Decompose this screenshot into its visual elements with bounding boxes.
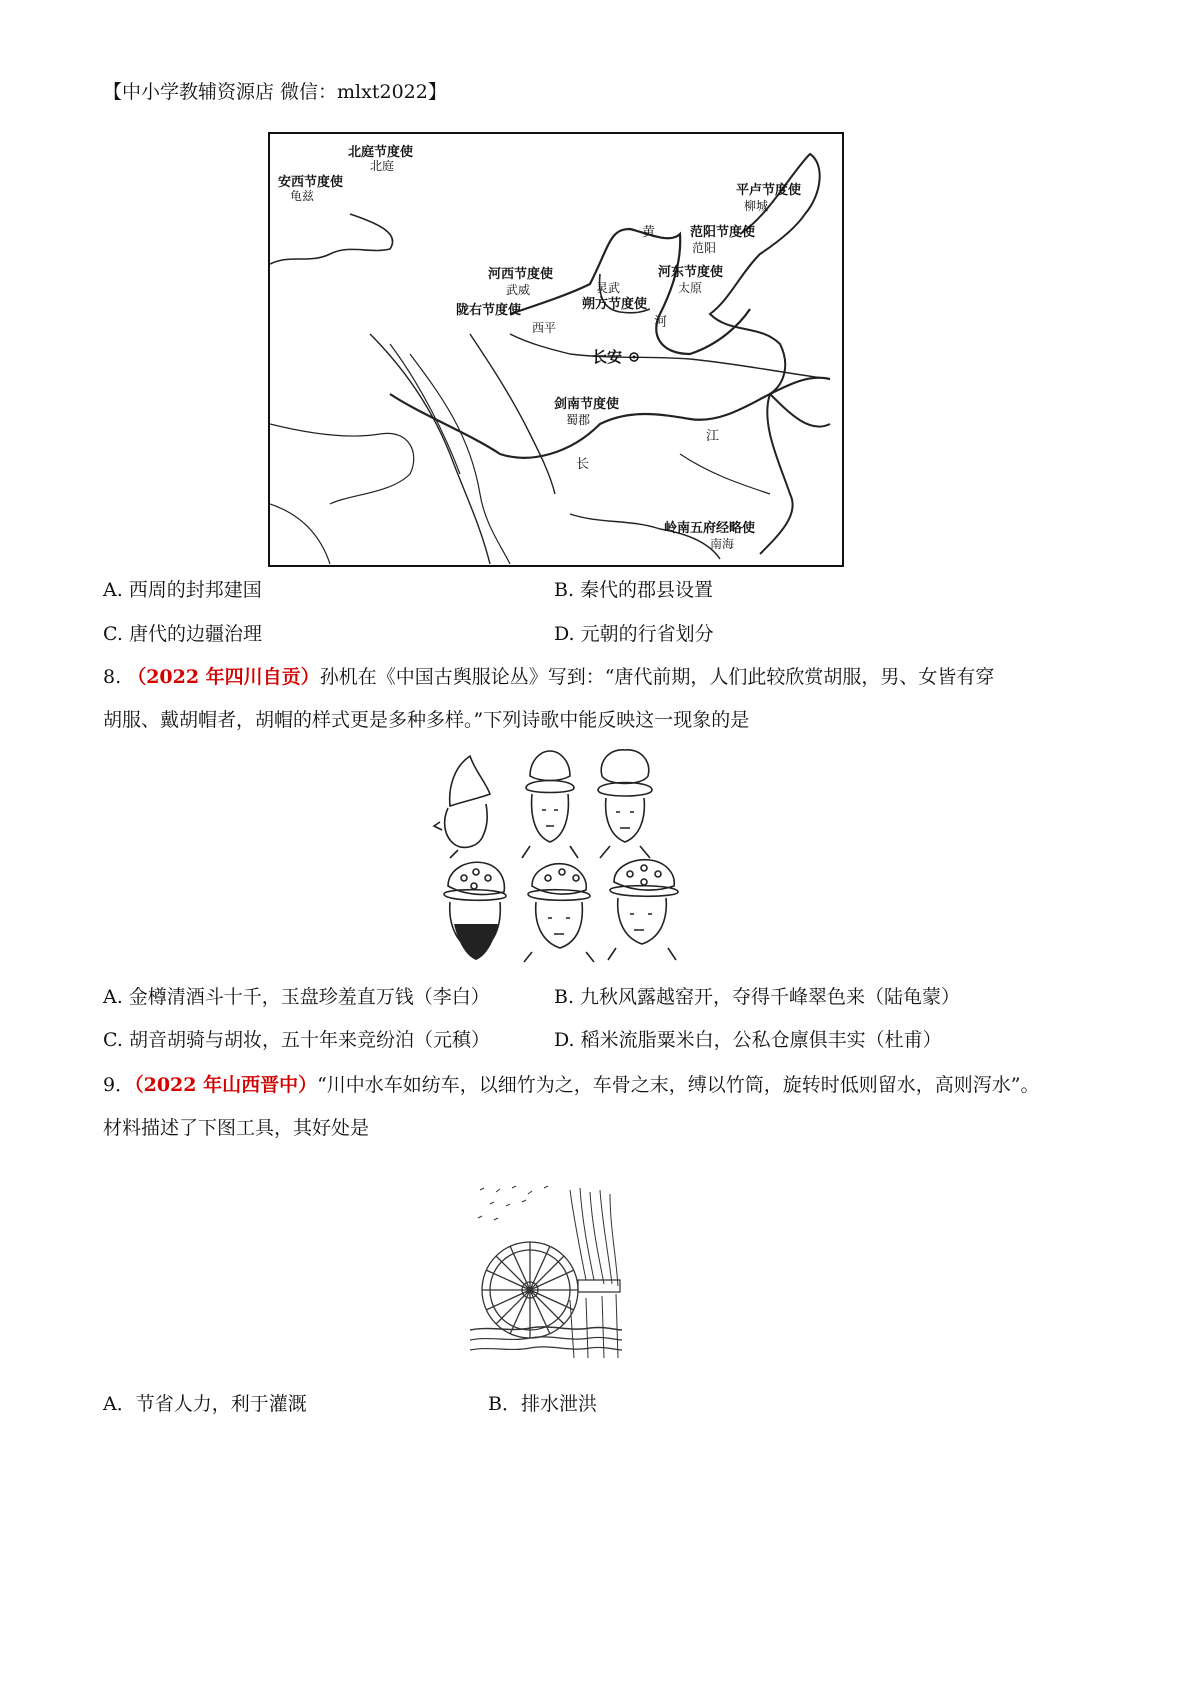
map-drawing [270, 134, 842, 565]
q9-option-b: B．排水泄洪 [488, 1393, 597, 1415]
q9-number: 9． [103, 1074, 135, 1096]
q9-source: （2022 年山西晋中） [134, 1074, 318, 1096]
q7-option-c: C. 唐代的边疆治理 [103, 623, 262, 645]
q8-stem-line2: 胡服、戴胡帽者，胡帽的样式更是多种多样。”下列诗歌中能反映这一现象的是 [103, 709, 750, 731]
map-label-fanyang: 范阳节度使 [690, 225, 756, 240]
map-label-lingnan: 岭南五府经略使 [664, 521, 756, 536]
q8-option-b: B. 九秋风露越窑开，夺得千峰翠色来（陆龟蒙） [554, 986, 961, 1008]
q9-option-a: A．节省人力，利于灌溉 [103, 1393, 307, 1415]
page-header: 【中小学教辅资源店 微信：mlxt2022】 [103, 81, 447, 103]
map-seat-pinglu: 柳城 [744, 199, 769, 213]
map-label-shuofang: 朔方节度使 [582, 297, 648, 312]
map-label-longyou: 陇右节度使 [456, 303, 522, 318]
map-label-beiting: 北庭节度使 [348, 145, 414, 160]
map-river-huang: 黄 [642, 225, 656, 240]
map-label-anxi: 安西节度使 [278, 175, 344, 190]
map-label-pinglu: 平卢节度使 [736, 183, 802, 198]
map-seat-hexi: 武威 [506, 283, 531, 297]
q7-option-a: A. 西周的封邦建国 [103, 579, 262, 601]
q8-stem-line1 [103, 665, 994, 689]
map-capital-changan: 长安 [592, 348, 623, 366]
map-seat-fanyang: 范阳 [692, 241, 717, 255]
q9-text-1: “川中水车如纺车，以细竹为之，车骨之末，缚以竹筒，旋转时低则留水，高则泻水”。 [317, 1074, 1040, 1096]
q8-option-d: D. 稻米流脂粟米白，公私仓廪俱丰实（杜甫） [554, 1029, 942, 1051]
q7-option-d: D. 元朝的行省划分 [554, 623, 714, 645]
map-seat-beiting: 北庭 [370, 159, 395, 173]
q8-number: 8. [103, 666, 122, 688]
q9-stem-line2: 材料描述了下图工具，其好处是 [103, 1117, 370, 1139]
map-river-chang: 长 [576, 457, 590, 472]
map-seat-longyou: 西平 [532, 321, 557, 335]
q8-source: （2022 年四川自贡） [127, 666, 320, 688]
map-river-jiang: 江 [706, 429, 720, 444]
q8-option-c: C. 胡音胡骑与胡妆，五十年来竞纷泊（元稹） [103, 1029, 490, 1051]
hu-hat-illustrations [430, 746, 694, 964]
map-river-he: 河 [654, 315, 668, 330]
q9-stem-line1 [103, 1073, 1040, 1097]
q8-text-1: 孙机在《中国古舆服论丛》写到：“唐代前期，人们此较欣赏胡服，男、女皆有穿 [319, 666, 995, 688]
water-wheel-illustration [470, 1180, 622, 1360]
q7-option-b: B. 秦代的郡县设置 [554, 579, 714, 601]
tang-jiedushi-map [268, 132, 844, 567]
q8-option-a: A. 金樽清酒斗十千，玉盘珍羞直万钱（李白） [103, 986, 490, 1008]
map-label-hedong: 河东节度使 [658, 265, 724, 280]
map-seat-lingnan: 南海 [710, 537, 735, 551]
map-seat-shuofang: 灵武 [596, 281, 621, 295]
map-seat-anxi: 龟兹 [290, 189, 315, 203]
map-seat-hedong: 太原 [678, 281, 703, 295]
map-label-hexi: 河西节度使 [488, 267, 554, 282]
map-seat-jiannan: 蜀郡 [566, 413, 591, 427]
map-label-jiannan: 剑南节度使 [554, 397, 620, 412]
